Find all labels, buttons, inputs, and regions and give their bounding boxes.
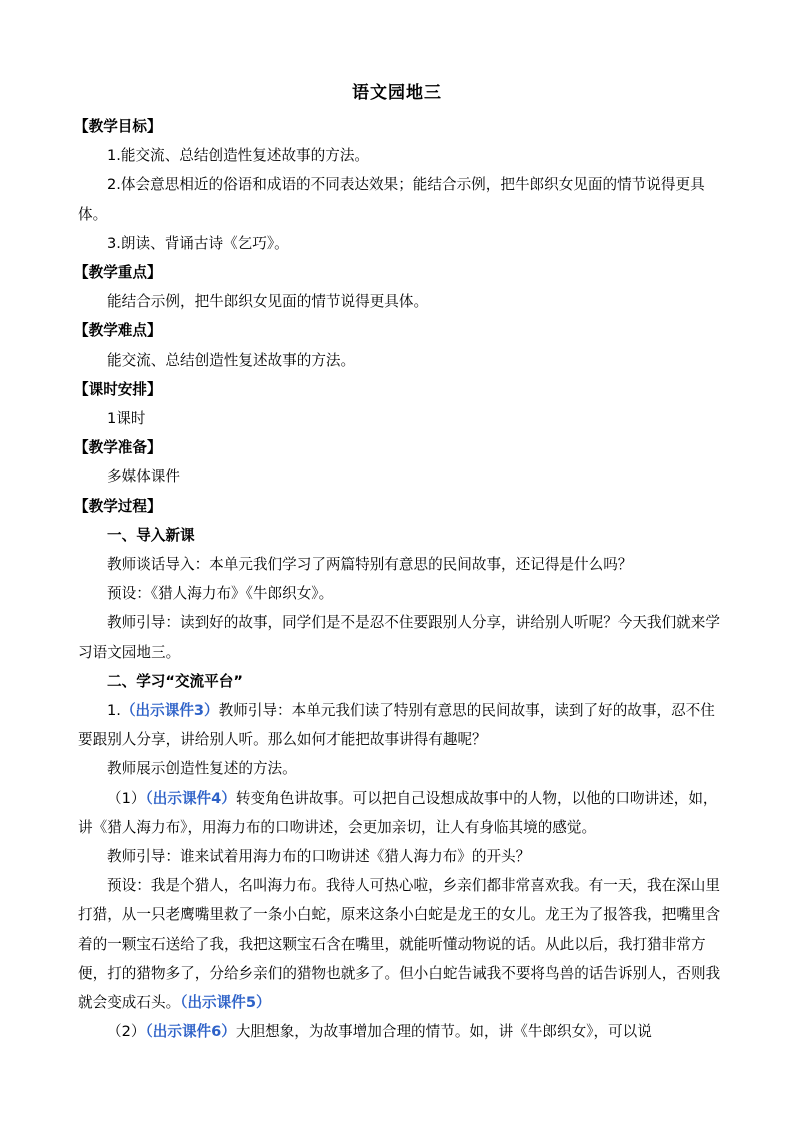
sub1-text: 转变角色讲故事。可以把自己设想成故事中的人物，以他的口吻讲述，如，讲《猎人海力布》，用海力布的口吻讲述，会更加亲切，让人有身临其境的感觉。	[78, 789, 718, 836]
heading-process: 【教学过程】	[74, 497, 162, 515]
heading-schedule: 【课时安排】	[74, 380, 162, 398]
part1-paragraph-3: 教师引导：读到好的故事，同学们是不是忍不住要跟别人分享，讲给别人听呢？今天我们就来学习语文园地三。	[78, 614, 720, 661]
part1-paragraph-1: 教师谈话导入：本单元我们学习了两篇特别有意思的民间故事，还记得是什么吗？	[107, 556, 633, 574]
sub2-number: （2）	[107, 1023, 146, 1041]
goal-item-1: 1.能交流、总结创造性复述故事的方法。	[107, 147, 370, 165]
preset-courseware-tag: （出示课件5）	[180, 994, 271, 1012]
part2-sub-item-2	[78, 1017, 726, 1046]
item1-text: 教师引导：本单元我们读了特别有意思的民间故事，读到了好的故事，忍不住要跟别人分享，讲给别人听。那么如何才能把故事讲得有趣呢？	[78, 702, 715, 749]
item1-number: 1.	[107, 702, 121, 720]
sub2-courseware-tag: （出示课件6）	[145, 1023, 236, 1041]
part2-item-1	[78, 696, 726, 754]
preset-text: 预设：我是个猎人，名叫海力布。我待人可热心啦，乡亲们都非常喜欢我。有一天，我在深山里打猎，从一只老鹰嘴里救了一条小白蛇，原来这条小白蛇是龙王的女儿。龙王为了报答我，把嘴里含着的一颗宝石送给了我，我把这颗宝石含在嘴里，就能听懂动物说的话。从此以后，我打猎非常方便，打的猎物多了，分给乡亲们的猎物也就多了。但小白蛇告诫我不要将鸟兽的话告诉别人，否则我就会变成石头。	[78, 877, 721, 1012]
document-body	[74, 112, 726, 1047]
part2-method-paragraph: 教师展示创造性复述的方法。	[107, 760, 297, 778]
part1-paragraph-2: 预设：《猎人海力布》《牛郎织女》。	[107, 585, 334, 603]
schedule-text: 1课时	[107, 410, 146, 428]
goal-item-2: 2.体会意思相近的俗语和成语的不同表达效果；能结合示例，把牛郎织女见面的情节说得更具体。	[78, 176, 705, 223]
sub1-number: （1）	[107, 789, 146, 807]
heading-goals: 【教学目标】	[74, 118, 162, 135]
preparation-text: 多媒体课件	[107, 468, 180, 486]
difficulties-text: 能交流、总结创造性复述故事的方法。	[107, 351, 356, 369]
sub2-text: 大胆想象，为故事增加合理的情节。如，讲《牛郎织女》，可以说	[235, 1023, 652, 1041]
part1-title: 一、导入新课	[107, 526, 195, 544]
key-points-text: 能结合示例，把牛郎织女见面的情节说得更具体。	[107, 293, 429, 311]
goal-item-3: 3.朗读、背诵古诗《乞巧》。	[107, 234, 289, 252]
heading-preparation: 【教学准备】	[74, 439, 162, 457]
part2-preset-paragraph	[78, 871, 726, 1017]
item1-courseware-tag: （出示课件3）	[120, 702, 219, 720]
part2-guide-paragraph: 教师引导：谁来试着用海力布的口吻讲述《猎人海力布》的开头？	[107, 848, 531, 866]
page-title: 语文园地三	[352, 83, 442, 103]
heading-difficulties: 【教学难点】	[74, 322, 162, 340]
part2-sub-item-1	[78, 784, 726, 842]
sub1-courseware-tag: （出示课件4）	[145, 789, 236, 807]
heading-key-points: 【教学重点】	[74, 264, 162, 282]
part2-title: 二、学习“交流平台”	[107, 672, 243, 690]
